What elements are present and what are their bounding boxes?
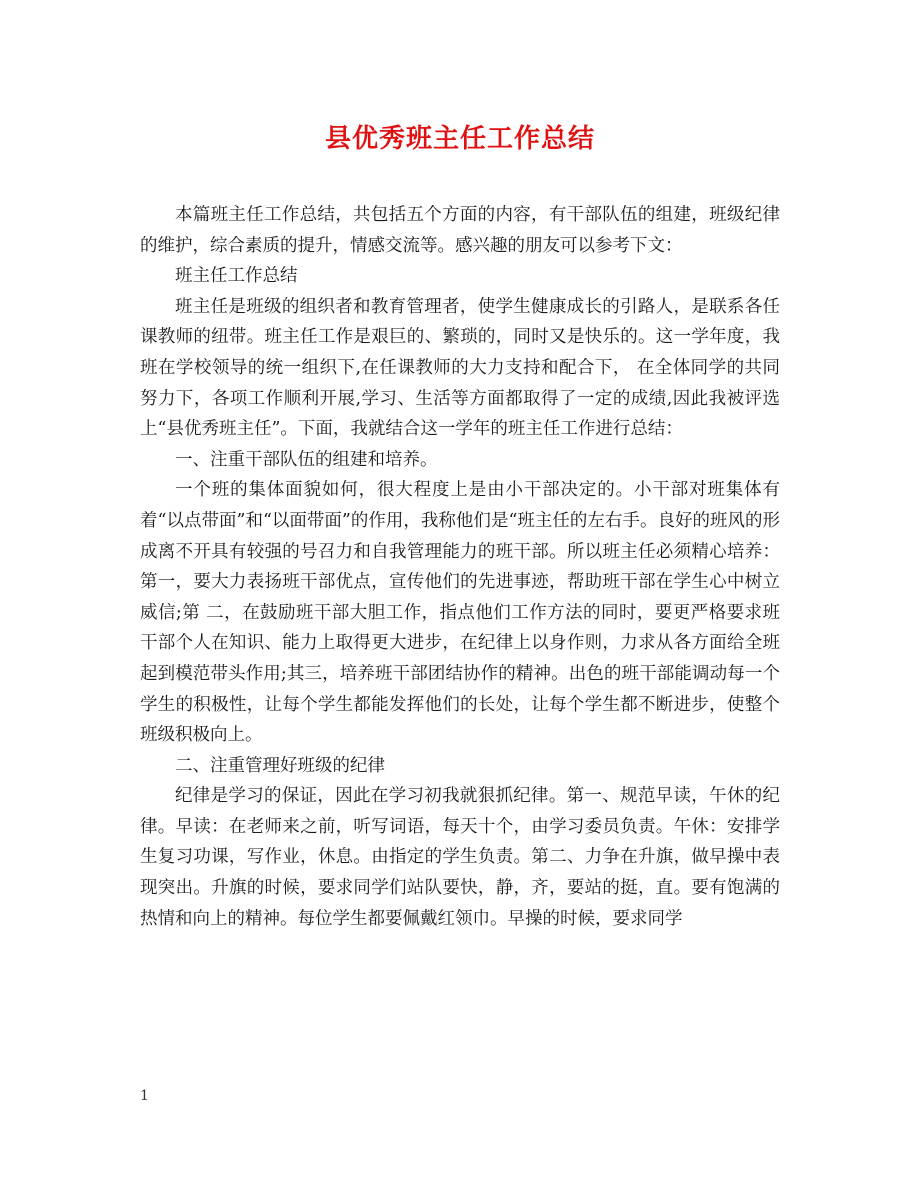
body-paragraph: 纪律是学习的保证，因此在学习初我就狠抓纪律。第一、规范早读，午休的纪律。早读：在老师来之前，听写词语，每天十个，由学习委员负责。午休：安排学生复习功课，写作业，休息。由指定的学生负责。第二、力争在升旗，做早操中表现突出。升旗的时候，要求同学们站队要快，静，齐，要站的挺，直。要有饱满的热情和向上的精神。每位学生都要佩戴红领巾。早操的时候，要求同学 xyxy=(140,786,780,929)
section-heading-1: 一、注重干部队伍的组建和培养。 xyxy=(175,449,438,470)
section-heading-2: 二、注重管理好班级的纪律 xyxy=(175,755,385,776)
document-title: 县优秀班主任工作总结 xyxy=(324,124,595,154)
body-paragraph: 班主任是班级的组织者和教育管理者，使学生健康成长的引路人，是联系各任课教师的纽带。班主任工作是艰巨的、繁琐的，同时又是快乐的。这一学年度，我班在学校领导的统一组织下,在任课教师的大力支持和配合下， 在全体同学的共同努力下，各项工作顺利开展,学习、生活等方面都取得了一定的成绩,因此我被评选上“县优秀班主任”。下面，我就结合这一学年的班主任工作进行总结： xyxy=(140,296,780,440)
section-subtitle: 班主任工作总结 xyxy=(175,266,298,287)
body-paragraph: 一个班的集体面貌如何，很大程度上是由小干部决定的。小干部对班集体有着“以点带面”和“以面带面”的作用，我称他们是“班主任的左右手。良好的班风的形成离不开具有较强的号召力和自我管理能力的班干部。所以班主任必须精心培养：第一，要大力表扬班干部优点，宣传他们的先进事迹，帮助班干部在学生心中树立威信;第 二，在鼓励班干部大胆工作，指点他们工作方法的同时，要更严格要求班干部个人在知识、能力上取得更大进步，在纪律上以身作则，力求从各方面给全班起到模范带头作用;其三，培养班干部团结协作的精神。出色的班干部能调动每一个学生的积极性，让每个学生都能发挥他们的长处，让每个学生都不断进步，使整个班级积极向上。 xyxy=(140,480,780,746)
intro-paragraph: 本篇班主任工作总结，共包括五个方面的内容，有干部队伍的组建，班级纪律的维护，综合素质的提升，情感交流等。感兴趣的朋友可以参考下文： xyxy=(140,205,780,256)
page-number: 1 xyxy=(140,1088,149,1104)
document-body xyxy=(140,200,780,934)
